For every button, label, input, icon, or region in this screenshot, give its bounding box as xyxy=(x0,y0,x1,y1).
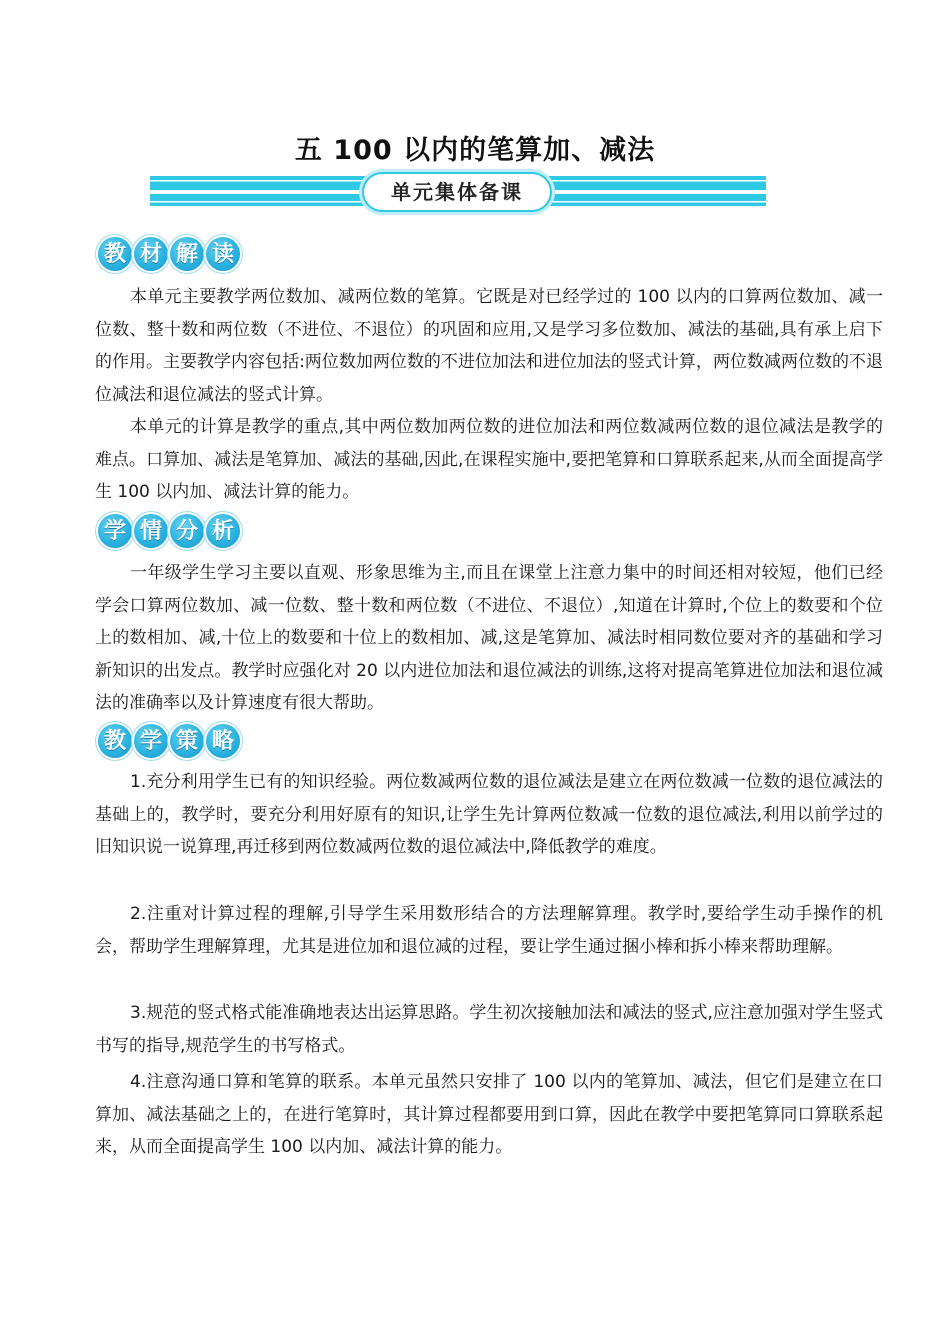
badge-char: 学 xyxy=(98,514,132,548)
badge-char: 读 xyxy=(206,237,240,271)
section-badge-textbook xyxy=(98,234,242,276)
banner-label: 单元集体备课 xyxy=(364,174,550,210)
badge-char: 解 xyxy=(170,237,204,271)
badge-char: 学 xyxy=(134,724,168,758)
badge-char: 情 xyxy=(134,514,168,548)
section-badge-teaching-strategy xyxy=(98,721,242,763)
badge-char: 析 xyxy=(206,514,240,548)
badge-char: 教 xyxy=(98,237,132,271)
paragraph: 本单元的计算是教学的重点,其中两位数加两位数的进位加法和两位数减两位数的退位减法是教学的难点。口算加、减法是笔算加、减法的基础,因此,在课程实施中,要把笔算和口算联系起来,从而全面提高学生 100 以内加、减法计算的能力。 xyxy=(95,417,883,502)
badge-char: 策 xyxy=(170,724,204,758)
paragraph: 2.注重对计算过程的理解,引导学生采用数形结合的方法理解算理。教学时,要给学生动手操作的机会，帮助学生理解算理，尤其是进位加和退位减的过程，要让学生通过捆小棒和拆小棒来帮助理解。 xyxy=(95,904,883,957)
paragraph: 本单元主要教学两位数加、减两位数的笔算。它既是对已经学过的 100 以内的口算两位数加、减一位数、整十数和两位数（不进位、不退位）的巩固和应用,又是学习多位数加、减法的基础,具有承上启下的作用。主要教学内容包括:两位数加两位数的不进位加法和进位加法的竖式计算，两位数减两位数的不退位减法和退位减法的竖式计算。 xyxy=(95,287,883,405)
badge-char: 材 xyxy=(134,237,168,271)
badge-char: 略 xyxy=(206,724,240,758)
page-title: 五 100 以内的笔算加、减法 xyxy=(294,135,656,166)
paragraph: 一年级学生学习主要以直观、形象思维为主,而且在课堂上注意力集中的时间还相对较短，他们已经学会口算两位数加、减一位数、整十数和两位数（不进位、不退位）,知道在计算时,个位上的数要和个位上的数相加、减,十位上的数要和十位上的数相加、减,这是笔算加、减法时相同数位要对齐的基础和学习新知识的出发点。教学时应强化对 20 以内进位加法和退位减法的训练,这将对提高笔算进位加法和退位减法的准确率以及计算速度有很大帮助。 xyxy=(95,563,883,713)
section-badge-student-analysis xyxy=(98,511,242,553)
badge-char: 分 xyxy=(170,514,204,548)
badge-char: 教 xyxy=(98,724,132,758)
paragraph: 3.规范的竖式格式能准确地表达出运算思路。学生初次接触加法和减法的竖式,应注意加强对学生竖式书写的指导,规范学生的书写格式。 xyxy=(95,1003,883,1056)
paragraph: 4.注意沟通口算和笔算的联系。本单元虽然只安排了 100 以内的笔算加、减法，但它们是建立在口算加、减法基础之上的，在进行笔算时，其计算过程都要用到口算，因此在教学中要把笔算同口算联系起来，从而全面提高学生 100 以内加、减法计算的能力。 xyxy=(95,1072,883,1157)
paragraph: 1.充分利用学生已有的知识经验。两位数减两位数的退位减法是建立在两位数减一位数的退位减法的基础上的，教学时，要充分利用好原有的知识,让学生先计算两位数减一位数的退位减法,利用以前学过的旧知识说一说算理,再迁移到两位数减两位数的退位减法中,降低教学的难度。 xyxy=(95,772,883,857)
section-banner xyxy=(150,174,766,210)
